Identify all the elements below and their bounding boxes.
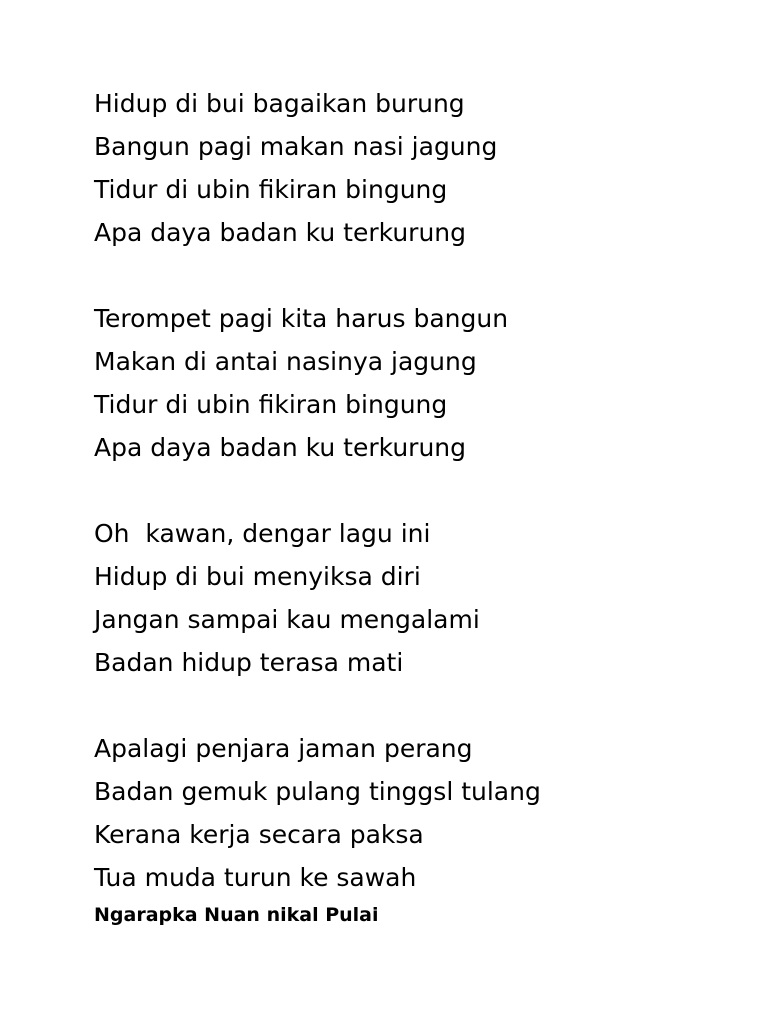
poem-line: Oh kawan, dengar lagu ini: [94, 519, 431, 548]
poem-line: Makan di antai nasinya jagung: [94, 347, 477, 376]
poem-line: Bangun pagi makan nasi jagung: [94, 132, 498, 161]
poem-line: Apalagi penjara jaman perang: [94, 734, 473, 763]
poem-line: Jangan sampai kau mengalami: [94, 605, 480, 634]
stanza-3: [94, 512, 734, 684]
poem-line: Tidur di ubin fikiran bingung: [94, 175, 448, 204]
poem-line: Terompet pagi kita harus bangun: [94, 304, 509, 333]
stanza-2: [94, 297, 734, 469]
poem-line: Tidur di ubin fikiran bingung: [94, 390, 448, 419]
poem-line: Tua muda turun ke sawah: [94, 863, 417, 892]
poem-line: Badan gemuk pulang tinggsl tulang: [94, 777, 541, 806]
stanza-1: [94, 82, 734, 254]
poem-line: Hidup di bui bagaikan burung: [94, 89, 465, 118]
poem-body: [94, 82, 734, 928]
poem-line: Hidup di bui menyiksa diri: [94, 562, 421, 591]
poem-line: Kerana kerja secara paksa: [94, 820, 424, 849]
signature-line: Ngarapka Nuan nikal Pulai: [94, 904, 379, 926]
stanza-4: [94, 727, 734, 899]
poem-line: Badan hidup terasa mati: [94, 648, 404, 677]
poem-line: Apa daya badan ku terkurung: [94, 433, 467, 462]
poem-line: Apa daya badan ku terkurung: [94, 218, 467, 247]
